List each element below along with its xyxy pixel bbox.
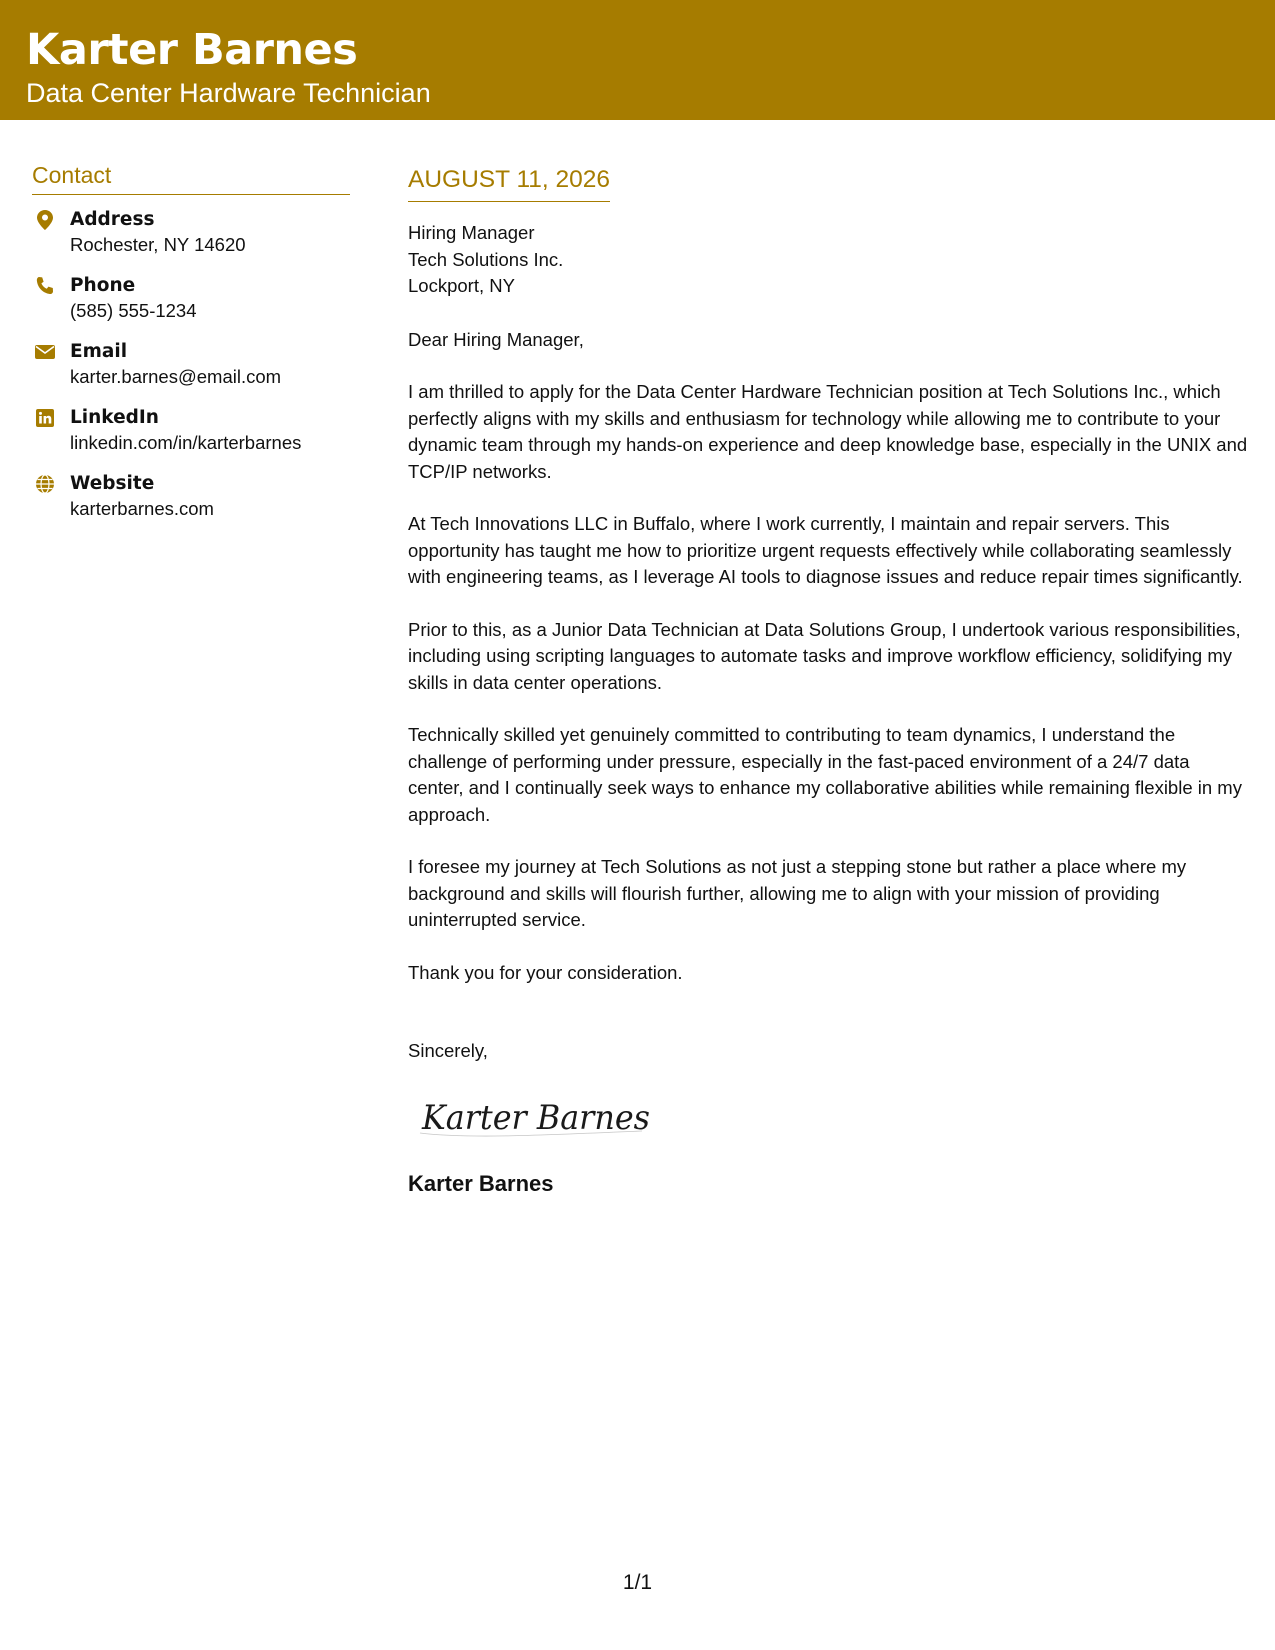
contact-value[interactable]: linkedin.com/in/karterbarnes	[70, 432, 302, 453]
salutation: Dear Hiring Manager,	[408, 328, 584, 350]
recipient-location: Lockport, NY	[408, 275, 515, 296]
paragraph: Prior to this, as a Junior Data Technician at Data Solutions Group, I undertook various responsibilities, including using scripting languages to automate tasks and improve workflow efficiency, solidifying my skills in data center operations.	[408, 618, 1241, 693]
applicant-name: Karter Barnes	[26, 25, 358, 75]
contact-label: LinkedIn	[70, 407, 159, 428]
contact-value[interactable]: karter.barnes@email.com	[70, 366, 282, 387]
job-title: Data Center Hardware Technician	[26, 78, 431, 108]
letter-date: AUGUST 11, 2026	[408, 164, 610, 202]
recipient-company: Tech Solutions Inc.	[408, 248, 564, 270]
signed-name: Karter Barnes	[408, 1170, 554, 1196]
contact-value: Rochester, NY 14620	[70, 234, 246, 255]
contact-label: Phone	[70, 275, 136, 296]
header-banner	[0, 0, 1275, 120]
recipient-name: Hiring Manager	[408, 222, 535, 243]
contact-value[interactable]: karterbarnes.com	[70, 498, 214, 519]
recipient-block	[408, 220, 1248, 300]
contact-sidebar	[32, 160, 350, 537]
paragraph: Thank you for your consideration.	[408, 961, 683, 983]
contact-value: (585) 555-1234	[70, 300, 197, 321]
signature-image	[408, 1087, 668, 1147]
globe-icon	[34, 473, 56, 495]
contact-email	[32, 339, 350, 389]
paragraph: I am thrilled to apply for the Data Center Hardware Technician position at Tech Solutions Inc., which perfectly aligns with my skills and enthusiasm for technology while allowing me to contribute to your dynamic team through my hands-on experience and deep knowledge base, especially in the UNIX and TCP/IP networks.	[408, 381, 1248, 482]
contact-list	[32, 207, 350, 521]
paragraph: I foresee my journey at Tech Solutions as not just a stepping stone but rather a place where my background and skills will flourish further, allowing me to align with your mission of providing uninterrupted service.	[408, 856, 1187, 930]
letter-body	[408, 164, 1248, 1198]
contact-website	[32, 471, 350, 521]
envelope-icon	[34, 341, 56, 363]
contact-label: Email	[70, 341, 128, 362]
contact-linkedin	[32, 405, 350, 455]
closing: Sincerely,	[408, 1040, 488, 1061]
contact-label: Address	[70, 209, 155, 230]
linkedin-icon	[34, 407, 56, 429]
signature-text: Karter Barnes	[421, 1097, 650, 1138]
map-pin-icon	[34, 209, 56, 231]
page-number: 1/1	[622, 1571, 653, 1594]
contact-address	[32, 207, 350, 257]
phone-icon	[34, 275, 56, 297]
contact-heading: Contact	[32, 160, 350, 195]
contact-label: Website	[70, 473, 155, 494]
paragraph: Technically skilled yet genuinely committed to contributing to team dynamics, I understand the challenge of performing under pressure, especially in the fast-paced environment of a 24/7 data center, and I continually seek ways to enhance my collaborative abilities while remaining flexible in my approach.	[408, 724, 1242, 825]
paragraph: At Tech Innovations LLC in Buffalo, where I work currently, I maintain and repair servers. This opportunity has taught me how to prioritize urgent requests effectively while collaborating seamlessly with engineering teams, as I leverage AI tools to diagnose issues and reduce repair times significantly.	[408, 513, 1243, 587]
contact-phone	[32, 273, 350, 323]
